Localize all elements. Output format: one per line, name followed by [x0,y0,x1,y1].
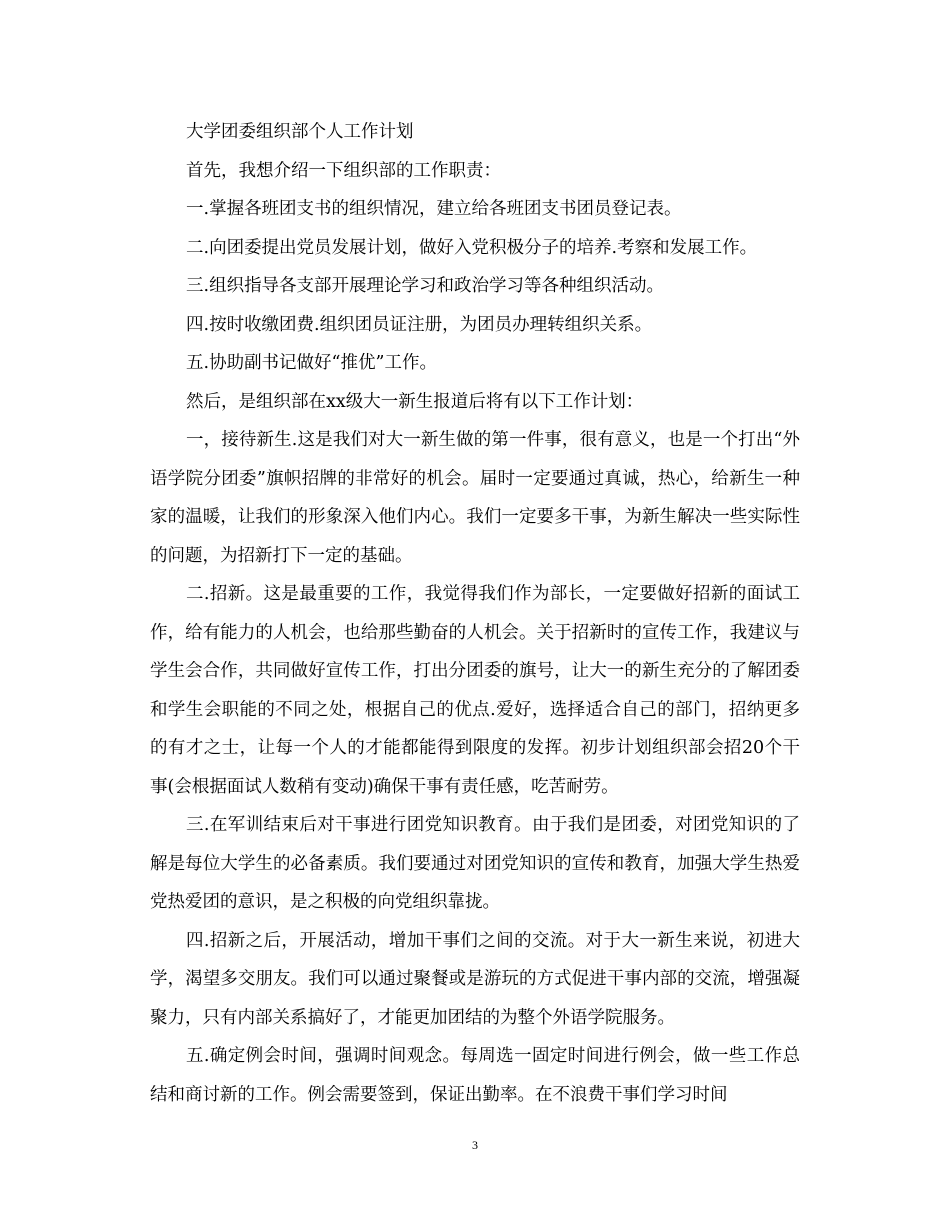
document-title: 大学团委组织部个人工作计划 [186,122,414,142]
plan-paragraph-3: 三.在军训结束后对干事进行团党知识教育。由于我们是团委，对团党知识的了解是每位大学生的必备素质。我们要通过对团党知识的宣传和教育，加强大学生热爱党热爱团的意识，是之积极的向党组织靠拢。 [150,815,800,912]
duty-item-4: 四.按时收缴团费.组织团员证注册，为团员办理转组织关系。 [186,314,653,335]
duty-item-5: 五.协助副书记做好“推优”工作。 [186,353,437,373]
duty-item-3: 三.组织指导各支部开展理论学习和政治学习等各种组织活动。 [186,276,665,296]
page-number: 3 [472,1138,478,1152]
plan-paragraph-4: 四.招新之后，开展活动，增加干事们之间的交流。对于大一新生来说，初进大学，渴望多交朋友。我们可以通过聚餐或是游玩的方式促进干事内部的交流，增强凝聚力，只有内部关系搞好了，才能更加团结的为整个外语学院服务。 [150,930,800,1028]
plan-paragraph-2: 二.招新。这是最重要的工作，我觉得我们作为部长，一定要做好招新的面试工作，给有能力的人机会，也给那些勤奋的人机会。关于招新时的宣传工作，我建议与学生会合作，共同做好宣传工作，打出分团委的旗号，让大一的新生充分的了解团委和学生会职能的不同之处，根据自己的优点.爱好，选择适合自己的部门，招纳更多的有才之士，让每一个人的才能都能得到限度的发挥。初步计划组织部会招20个干事(会根据面试人数稍有变动)确保干事有责任感，吃苦耐劳。 [150,584,800,797]
plan-paragraph-1: 一，接待新生.这是我们对大一新生做的第一件事，很有意义，也是一个打出“外语学院分团委”旗帜招牌的非常好的机会。届时一定要通过真诚，热心，给新生一种家的温暖，让我们的形象深入他们内心。我们一定要多干事，为新生解决一些实际性的问题，为招新打下一定的基础。 [150,430,800,566]
intro-line: 首先，我想介绍一下组织部的工作职责： [186,160,501,181]
document-body [150,113,800,1114]
plan-paragraph-5: 五.确定例会时间，强调时间观念。每周选一固定时间进行例会，做一些工作总结和商讨新的工作。例会需要签到，保证出勤率。在不浪费干事们学习时间 [150,1046,800,1105]
duty-item-1: 一.掌握各班团支书的组织情况，建立给各班团支书团员登记表。 [186,199,682,219]
plan-intro-line: 然后，是组织部在xx级大一新生报道后将有以下工作计划： [186,391,644,412]
duty-item-2: 二.向团委提出党员发展计划，做好入党积极分子的培养.考察和发展工作。 [186,237,758,258]
